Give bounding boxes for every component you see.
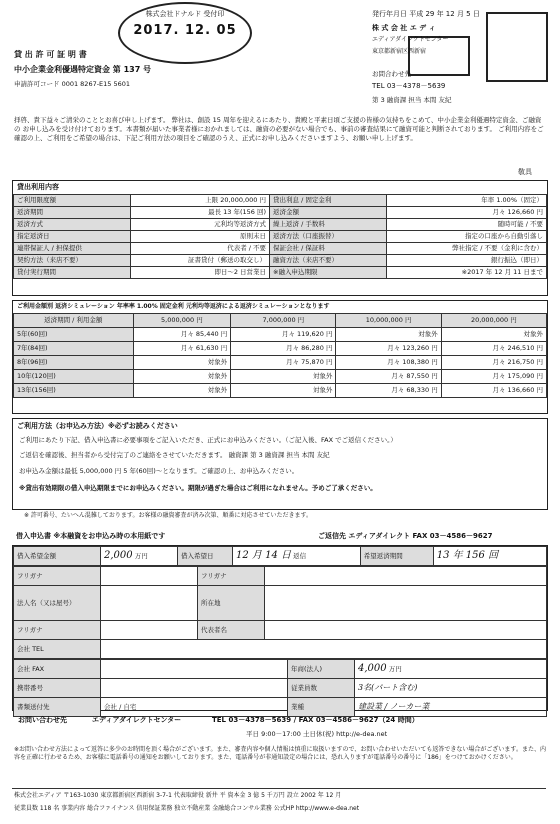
sim-cell: 月々 216,750 円 bbox=[441, 355, 546, 369]
name-field[interactable] bbox=[101, 586, 198, 621]
fax-label: 会社 FAX bbox=[14, 660, 101, 679]
stamp-label: 株式会社ドナルド 受付印 bbox=[145, 10, 225, 18]
sim-header-cell: 5,000,000 円 bbox=[133, 313, 231, 327]
loan-label: 連帯保証人 / 担保提供 bbox=[14, 242, 131, 254]
doc-subtitle: 中小企業金利優遇特定資金 第 137 号 bbox=[14, 65, 152, 74]
loan-value: 上限 20,000,000 円 bbox=[131, 194, 270, 206]
usage-line-1: ご利用にあたり下記、借入申込書に必要事項をご記入いただき、正式にお申込みください。（ご記入後、FAX でご返信ください。） bbox=[19, 435, 397, 444]
sim-header-cell: 10,000,000 円 bbox=[336, 313, 441, 327]
fax-field[interactable] bbox=[101, 660, 288, 679]
revenue-label: 年商(法人) bbox=[288, 660, 355, 679]
period-value[interactable]: 13 年 156 回 bbox=[436, 549, 499, 561]
sim-section bbox=[12, 300, 548, 414]
loan-label: 契約方法（来店不要） bbox=[14, 254, 131, 266]
sim-row bbox=[14, 355, 547, 369]
sim-cell: 対象外 bbox=[133, 355, 231, 369]
loan-value: ※2017 年 12 月 11 日まで bbox=[387, 266, 547, 278]
tel-field[interactable] bbox=[101, 640, 547, 659]
loan-value: 年率 1.00%（固定） bbox=[387, 194, 547, 206]
app-bottom bbox=[13, 659, 547, 717]
mobile-field[interactable] bbox=[101, 679, 288, 698]
sim-table bbox=[13, 313, 547, 398]
rep-furigana-field[interactable] bbox=[101, 621, 198, 640]
loan-label: ご利用限度額 bbox=[14, 194, 131, 206]
sim-cell: 月々 108,380 円 bbox=[336, 355, 441, 369]
sim-header-cell: 返済期間 / 利用金額 bbox=[14, 313, 134, 327]
biz-label: 業種 bbox=[288, 698, 355, 717]
rep-label: 代表者名 bbox=[198, 621, 265, 640]
sim-cell: 月々 119,620 円 bbox=[231, 327, 336, 341]
sim-period: 13年(156回) bbox=[14, 383, 134, 397]
period-label: 希望返済期間 bbox=[360, 547, 433, 566]
loan-row bbox=[14, 266, 547, 278]
sim-header-row bbox=[14, 313, 547, 327]
loan-row bbox=[14, 206, 547, 218]
company-address: 東京都新宿区西新宿 bbox=[372, 48, 427, 55]
usage-line-2: ご返信を確認後、担当者から受付完了のご連絡をさせていただきます。 融資課 第 3 融資課 担当 本間 友紀 bbox=[19, 450, 330, 459]
received-stamp bbox=[118, 2, 252, 64]
loan-value: 原則末日 bbox=[131, 230, 270, 242]
issue-date: 発行年月日 平成 29 年 12 月 5 日 bbox=[372, 10, 480, 18]
sim-header-cell: 7,000,000 円 bbox=[231, 313, 336, 327]
loan-value: 月々 126,660 円 bbox=[387, 206, 547, 218]
loan-section bbox=[12, 180, 548, 296]
loan-row bbox=[14, 218, 547, 230]
loan-section-title: 貸出利用内容 bbox=[17, 183, 59, 191]
sim-section-title: ご利用金額別 返済シミュレーション 年率率 1.00% 固定金利 元利均等返済による返済シミュレーションとなります bbox=[17, 303, 330, 310]
loan-row bbox=[14, 194, 547, 206]
app-section-title: 借入申込書 ※本融資をお申込み時の本用紙です bbox=[16, 532, 166, 540]
loan-row bbox=[14, 254, 547, 266]
loan-label: 指定返済日 bbox=[14, 230, 131, 242]
revenue-unit: 万円 bbox=[388, 664, 402, 673]
loan-label: 貸付実行期間 bbox=[14, 266, 131, 278]
loan-row bbox=[14, 242, 547, 254]
name-furigana-field[interactable] bbox=[101, 567, 198, 586]
address-furigana-field[interactable] bbox=[265, 567, 547, 586]
loan-label: 保証会社 / 保証料 bbox=[270, 242, 387, 254]
name-label: 法人名（又は屋号） bbox=[14, 586, 101, 621]
company-seal bbox=[486, 12, 548, 82]
amount-unit: 万円 bbox=[134, 551, 148, 560]
sim-cell: 月々 136,660 円 bbox=[441, 383, 546, 397]
date-unit: 返信 bbox=[293, 551, 307, 560]
staff-label: 従業員数 bbox=[288, 679, 355, 698]
sim-cell: 月々 87,550 円 bbox=[336, 369, 441, 383]
loan-row bbox=[14, 230, 547, 242]
dept-person: 第 3 融資課 担当 本間 友紀 bbox=[372, 96, 452, 104]
date-label: 借入希望日 bbox=[178, 547, 233, 566]
mobile-label: 携帯番号 bbox=[14, 679, 101, 698]
sim-row bbox=[14, 341, 547, 355]
contact-hours: 平日 9:00－17:00 土日休(祝) http://e-dea.net bbox=[246, 730, 388, 738]
usage-note: ※ 許可番号、たいへん混雑しております。お客様の融資審査が済み次第、順番に対応させていただきます。 bbox=[24, 512, 312, 519]
reply-options[interactable]: 会社 / 自宅 bbox=[101, 698, 288, 717]
staff-value[interactable]: 3名(パート含む) bbox=[358, 683, 418, 692]
footer-note: ※お問い合わせ方法によって返答に多少のお時間を頂く場合がございます。また、審査内容や個人情報は慎重に取扱いますので、お問い合わせいただいても返答できない場合がございます。また、内容を正確に行わせるため、お客様に電話番号の通知をお願いしております。また、電話番号が非通知設定の場合には、恐れ入りますが電話番号の番号に「186」をつけておかけください。 bbox=[14, 746, 546, 762]
sim-cell: 対象外 bbox=[336, 327, 441, 341]
doc-title: 貸 出 許 可 証 明 書 bbox=[14, 50, 87, 59]
kei-gu: 敬具 bbox=[518, 168, 532, 176]
tel-label: 会社 TEL bbox=[14, 640, 101, 659]
sim-cell: 対象外 bbox=[231, 369, 336, 383]
app-fax: ご返信先 エディアダイレクト FAX 03－4586－9627 bbox=[318, 532, 493, 540]
contact-tel: TEL 03－4378－5639 bbox=[372, 82, 446, 90]
sim-cell: 月々 61,630 円 bbox=[133, 341, 231, 355]
sim-period: 7年(84回) bbox=[14, 341, 134, 355]
sim-cell: 月々 175,090 円 bbox=[441, 369, 546, 383]
furigana-label-1: フリガナ bbox=[14, 567, 101, 586]
usage-section-title: ご利用方法（お申込み方法）※必ずお読みください bbox=[17, 422, 178, 430]
loan-label: ※融入申込期限 bbox=[270, 266, 387, 278]
sim-row bbox=[14, 383, 547, 397]
loan-value: 元利均等返済方式 bbox=[131, 218, 270, 230]
sim-cell: 月々 75,870 円 bbox=[231, 355, 336, 369]
sim-cell: 対象外 bbox=[133, 383, 231, 397]
date-value[interactable]: 12 月 14 日 bbox=[236, 549, 291, 561]
sim-row bbox=[14, 327, 547, 341]
biz-value[interactable]: 建設業 / ノーカー業 bbox=[358, 702, 430, 711]
address-field[interactable] bbox=[265, 586, 547, 621]
sim-period: 5年(60回) bbox=[14, 327, 134, 341]
loan-label: 返済方式 bbox=[14, 218, 131, 230]
revenue-value[interactable]: 4,000 bbox=[358, 662, 387, 674]
intro-text: 拝啓、貴下益々ご清栄のこととお喜び申し上げます。 弊社は、創設 15 周年を迎えるにあたり、貴殿と平素日頃ご支援の皆様の気持ちをこめて、中小企業金利優遇特定資金、ご融資の お申し込みを受け付けております。本書類が届いた事業者様におかれましては、融資の必要がない場合でも、事前の審査結果にて融資可能と判断されております。 ご利用内容をご確認の上、ご利用をご希望の場合は、下記ご利用方法の項目をご確認のうえ、正式にお申し込みくださいますよう、お願い申し上げます。 bbox=[14, 116, 544, 142]
loan-value: 即日～2 日営業日 bbox=[131, 266, 270, 278]
sim-cell: 月々 68,330 円 bbox=[336, 383, 441, 397]
furigana-label-2: フリガナ bbox=[198, 567, 265, 586]
loan-value: 随時可能 / 不要 bbox=[387, 218, 547, 230]
app-table bbox=[13, 546, 547, 566]
footer-company: 株式会社エディア 〒163-1030 東京都新宿区西新宿 3-7-1 代表取締役 新井 平 資本金 3 億 5 千万円 設立 2002 年 12 月 bbox=[14, 792, 342, 799]
usage-section bbox=[12, 418, 548, 510]
sim-period: 8年(96回) bbox=[14, 355, 134, 369]
app-form bbox=[12, 545, 548, 711]
sim-row bbox=[14, 369, 547, 383]
contact-center: エディアダイレクトセンター bbox=[92, 716, 182, 724]
footer-divider bbox=[12, 788, 546, 789]
sim-cell: 対象外 bbox=[133, 369, 231, 383]
app-details bbox=[13, 566, 547, 659]
sim-cell: 対象外 bbox=[231, 383, 336, 397]
loan-value: 弊社指定 / 不要（金利に含む） bbox=[387, 242, 547, 254]
loan-label: 返済金額 bbox=[270, 206, 387, 218]
sim-cell: 対象外 bbox=[441, 327, 546, 341]
sim-period: 10年(120回) bbox=[14, 369, 134, 383]
contact-bottom-label: お問い合わせ先 bbox=[18, 716, 67, 724]
loan-label: 融資方法（来店不要） bbox=[270, 254, 387, 266]
footer-staff: 従業員数 118 名 事業内容 総合ファイナンス 信用保証業務 独立不動産業 金融総合コンサル業務 公式HP http://www.e-dea.net bbox=[14, 805, 360, 812]
contact-label: お問合わせ先 bbox=[372, 70, 411, 78]
sim-cell: 月々 85,440 円 bbox=[133, 327, 231, 341]
furigana-label-3: フリガナ bbox=[14, 621, 101, 640]
sim-cell: 月々 246,510 円 bbox=[441, 341, 546, 355]
loan-label: 繰上返済 / 手数料 bbox=[270, 218, 387, 230]
rep-field[interactable] bbox=[265, 621, 547, 640]
loan-table bbox=[13, 194, 547, 279]
loan-label: 返済方法（口座振替） bbox=[270, 230, 387, 242]
loan-value: 最長 13 年(156 回) bbox=[131, 206, 270, 218]
sim-cell: 月々 86,280 円 bbox=[231, 341, 336, 355]
sim-header-cell: 20,000,000 円 bbox=[441, 313, 546, 327]
company-sub: エディアダイレクトセンター bbox=[372, 36, 449, 43]
stamp-date: 2017. 12. 05 bbox=[133, 22, 237, 38]
loan-label: 貸出利息 / 固定金利 bbox=[270, 194, 387, 206]
loan-value: 代表者 / 不要 bbox=[131, 242, 270, 254]
sim-cell: 月々 123,260 円 bbox=[336, 341, 441, 355]
company-name: 株 式 会 社 エ デ ィ bbox=[372, 24, 436, 32]
amount-label: 借入希望金額 bbox=[14, 547, 101, 566]
usage-line-3: お申込み金額は最低 5,000,000 円 5 年(60回)～となります。ご確認の上、お申込みください。 bbox=[19, 467, 299, 476]
loan-value: 証書貸付（郵送の取交し） bbox=[131, 254, 270, 266]
amount-value[interactable]: 2,000 bbox=[104, 549, 133, 561]
address-label: 所在地 bbox=[198, 586, 265, 621]
loan-value: 銀行振込（即日） bbox=[387, 254, 547, 266]
usage-line-4: ※貸出有効期限の借入申込期限までにお申込みください。期限が過ぎた場合はご利用になれません。予めご了承ください。 bbox=[19, 484, 377, 493]
reply-label: 書類送付先 bbox=[14, 698, 101, 717]
permit-code: 申請許可コード 0001 8267-E15 5601 bbox=[14, 80, 131, 88]
loan-label: 返済期間 bbox=[14, 206, 131, 218]
loan-value: 指定の口座から自動引落し bbox=[387, 230, 547, 242]
contact-tel-fax: TEL 03－4378－5639 / FAX 03－4586－9627（24 時間） bbox=[212, 716, 419, 724]
